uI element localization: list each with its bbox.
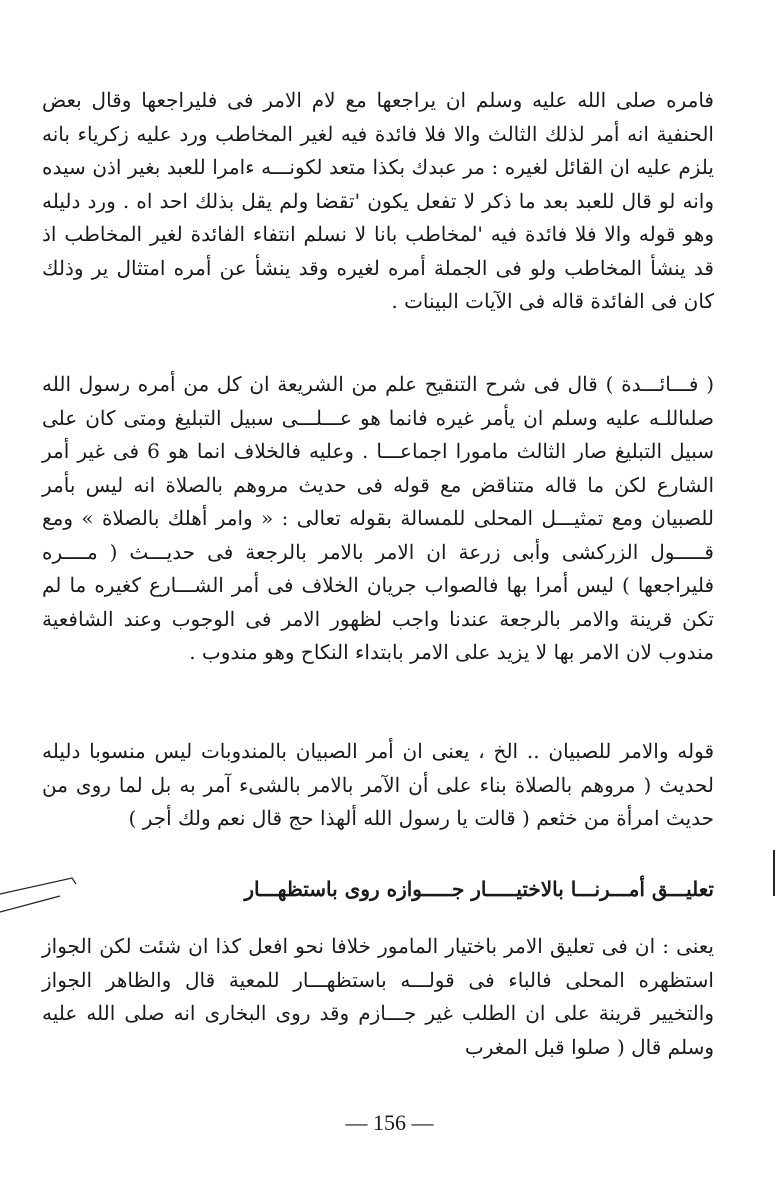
margin-tick-mark: [773, 850, 775, 896]
paragraph-1: فامره صلى الله عليه وسلم ان يراجعها مع لام الامر فى فليراجعها وقال بعض الحنفية انه أمر لذلك الثالث والا فلا فائدة فيه لغير المخاطب ورد عليه زكرياء بانه يلزم عليه ان القائل لغيره : مر عبدك بكذا متعد لكونـــه ءامرا للعبد بغير اذن سيده وانه لو قال للعبد بعد ما ذكر لا تفعل يكون 'تقضا ولم يقل بذلك احد اه . ورد دليله وهو قوله والا فلا فائدة فيه 'لمخاطب بانا لا نسلم انتفاء الفائدة لغير المخاطب اذ قد ينشأ المخاطب ولو فى الجملة أمره لغيره وقد ينشأ عن أمره امتثال ير وذلك كان فى الفائدة قاله فى الآيات البينات .: [42, 88, 714, 313]
margin-bracket-marks: [0, 874, 80, 914]
verse-line: تعليـــق أمـــرنـــا بالاختيـــــار جـــــوازه روى باستظهـــار: [244, 877, 714, 901]
paragraph-fa-ida: ( فـــائـــدة ) قال فى شرح التنقيح علم من الشريعة ان كل من أمره رسول الله صلىاللـه عليه وسلم ان يأمر غيره فانما هو عـــلـــى سبيل التبليغ ومتى كان على سبيل التبليغ صار الثالث مامورا اجماعـــا . وعليه فالخلاف انما هو 6 فى غير أمر الشارع لكن ما قاله متناقض مع قوله فى حديث مروهم بالصلاة انه ليس بأمر للصبيان ومع تمثيـــل المحلى للمسالة بقوله تعالى : « وامر أهلك بالصلاة » ومع قـــــول الزركشى وأبى زرعة ان الامر بالامر بالرجعة فى حديـــث ( مــــره فليراجعها ) ليس أمرا بها فالصواب جريان الخلاف فى أمر الشـــارع كغيره ما لم تكن قرينة والامر بالرجعة عندنا واجب لظهور الامر فى الوجوب وعند الشافعية مندوب لان الامر بها لا يزيد على الامر بابتداء النكاح وهو مندوب .: [42, 372, 715, 664]
paragraph-commentary: قوله والامر للصبيان .. الخ ، يعنى ان أمر الصبيان بالمندوبات ليس منسوبا دليله لحديث ( مروهم بالصلاة بناء على أن الآمر بالامر بالشىء آمر به بل لما روى من حديث امرأة من خثعم ( قالت يا رسول الله ألهذا حج قال نعم ولك أجر ): [42, 739, 714, 830]
page-number: — 156 —: [345, 1110, 434, 1135]
paragraph-explanation: يعنى : ان فى تعليق الامر باختيار المامور خلافا نحو افعل كذا ان شئت لكن الجواز استظهره المحلى فالباء فى قولـــه باستظهـــار للمعية قال والظاهر الجواز والتخيير قرينة على ان الطلب غير جـــازم وقد روى البخارى انه صلى الله عليه وسلم قال ( صلوا قبل المغرب: [42, 934, 714, 1059]
